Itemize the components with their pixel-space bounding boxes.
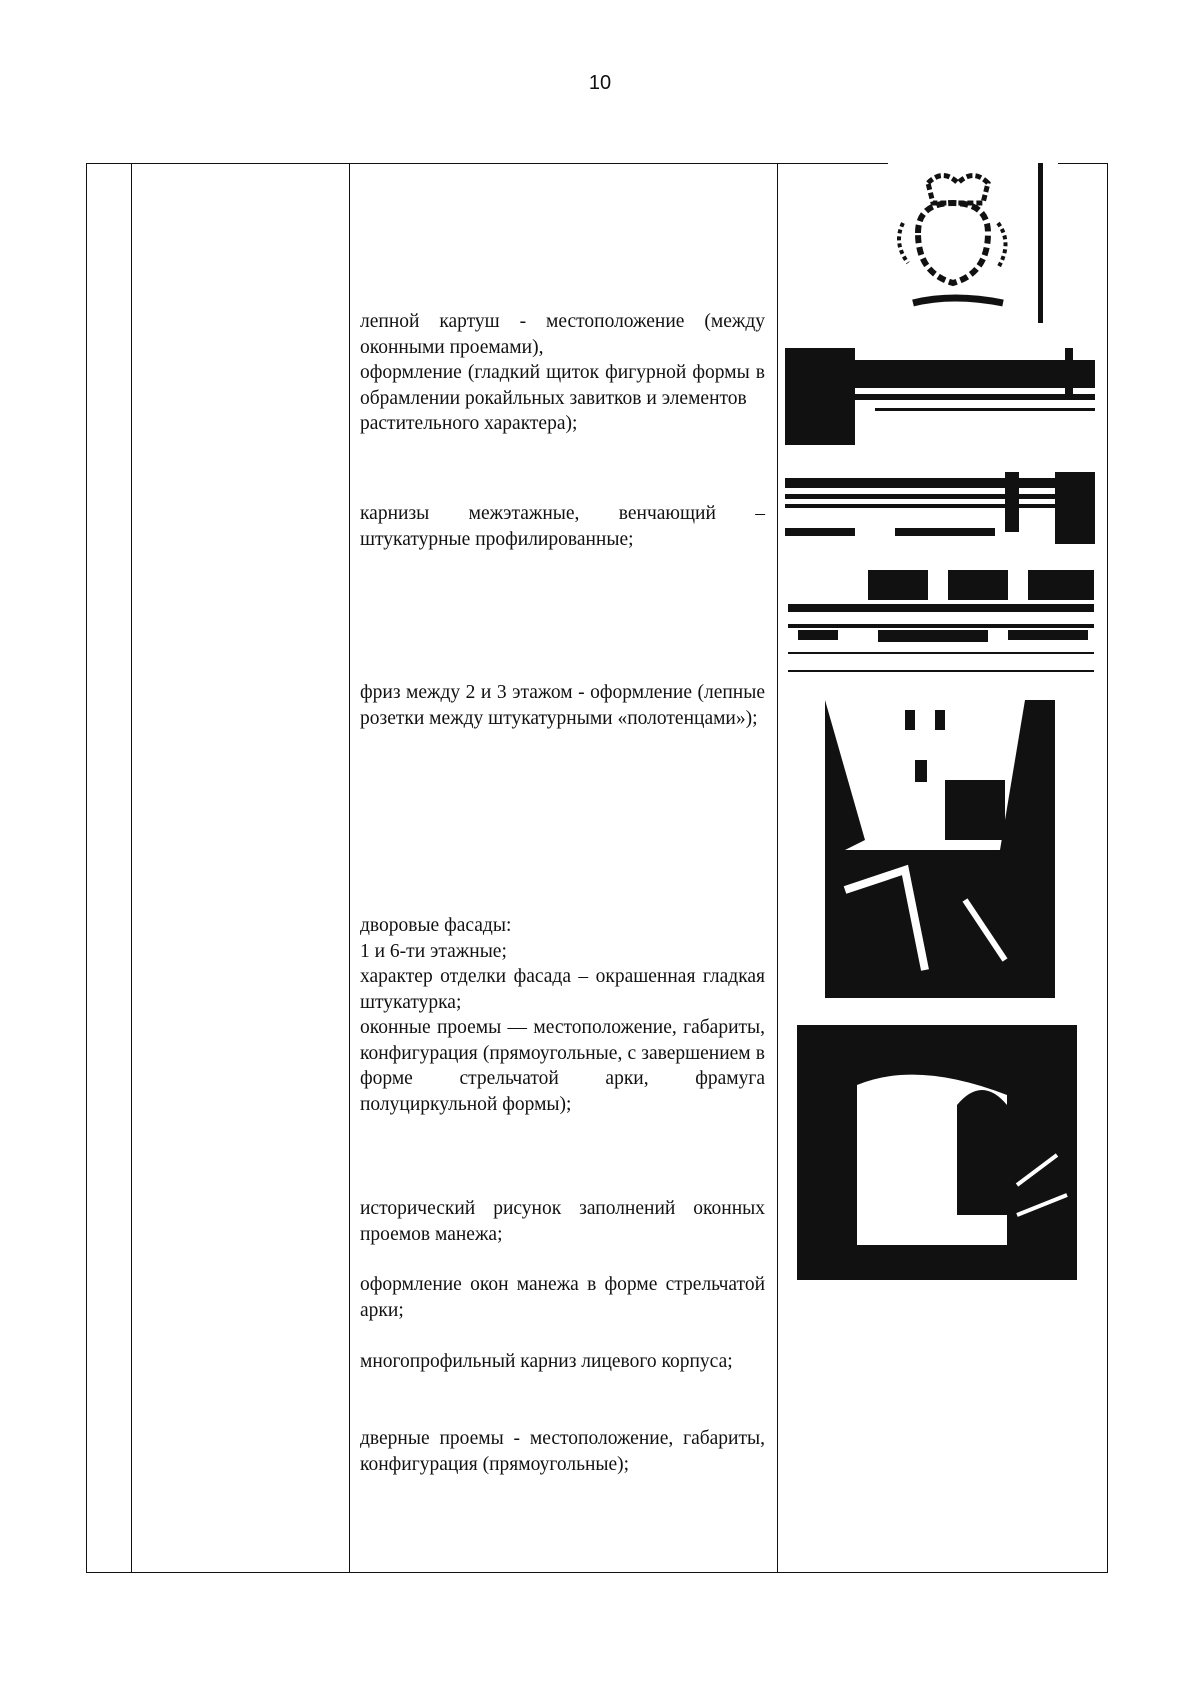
entry-doors: дверные проемы - местоположение, габариты, конфигурация (прямоугольные); bbox=[360, 1428, 765, 1475]
page-number: 10 bbox=[588, 72, 612, 94]
cornice-photo-1 bbox=[785, 348, 1095, 445]
entry-manege-windows: оформление окон манежа в форме стрельчатой арки; bbox=[360, 1274, 765, 1321]
entry-courtyard: дворовые фасады: 1 и 6-ти этажные; характер отделки фасада – окрашенная гладкая штукатурка; оконные проемы — местоположение, габариты, конфигурация (прямоугольные, с завершением в форме стрельчатой арки, фрамуга полуциркульной формы); bbox=[360, 915, 765, 1115]
cornice-image-1 bbox=[785, 348, 1095, 445]
manege-window-photo bbox=[797, 1025, 1077, 1280]
cartouche-photo bbox=[888, 163, 1058, 323]
column-divider-2 bbox=[349, 164, 350, 1572]
entry-cornices: карнизы межэтажные, венчающий – штукатурные профилированные; bbox=[360, 503, 765, 550]
frieze-image bbox=[788, 570, 1094, 675]
entry-manege-pattern: исторический рисунок заполнений оконных проемов манежа; bbox=[360, 1198, 765, 1245]
frieze-photo bbox=[788, 570, 1094, 675]
entry-frieze: фриз между 2 и 3 этажом - оформление (лепные розетки между штукатурными «полотенцами»); bbox=[360, 682, 765, 729]
column-divider-3 bbox=[777, 164, 778, 1572]
cornice-image-2 bbox=[785, 472, 1095, 544]
cornice-photo-2 bbox=[785, 472, 1095, 544]
manege-window-image bbox=[797, 1025, 1077, 1280]
cartouche-image bbox=[888, 163, 1058, 323]
courtyard-image bbox=[825, 700, 1055, 998]
entry-cartouche: лепной картуш - местоположение (между оконными проемами), оформление (гладкий щиток фигурной формы в обрамлении рокайльных завитков и элементов растительного характера); bbox=[360, 311, 765, 434]
courtyard-photo bbox=[825, 700, 1055, 998]
column-divider-1 bbox=[131, 164, 132, 1572]
entry-main-cornice: многопрофильный карниз лицевого корпуса; bbox=[360, 1351, 733, 1372]
